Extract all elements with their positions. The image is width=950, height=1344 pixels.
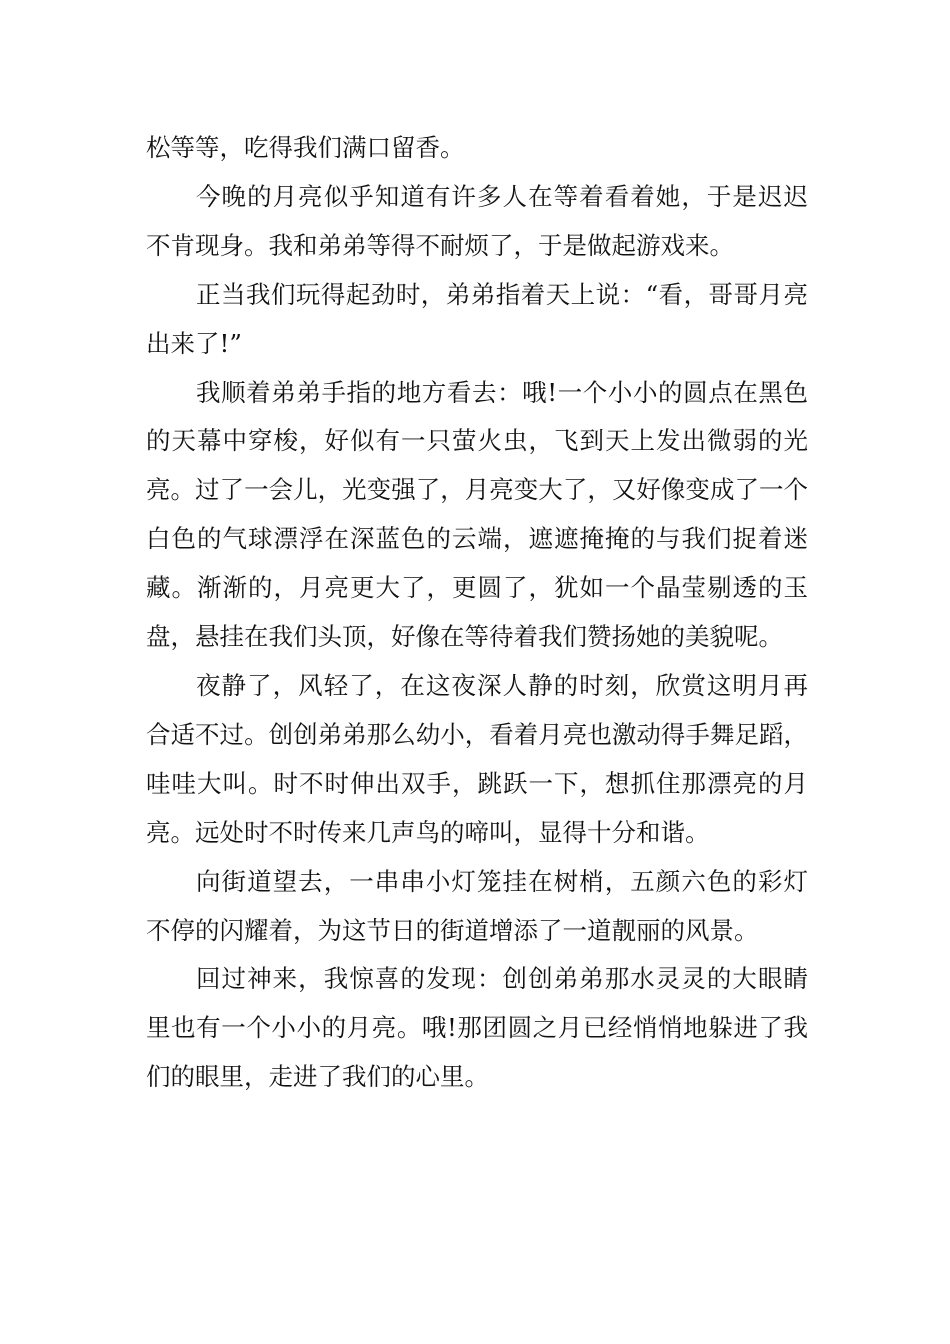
paragraph-2: 今晚的月亮似乎知道有许多人在等着看着她，于是迟迟不肯现身。我和弟弟等得不耐烦了，于是做起游戏来。 [146,181,808,260]
paragraph-1: 松等等，吃得我们满口留香。 [146,133,465,162]
document-body [146,124,808,1102]
paragraph-7: 回过神来，我惊喜的发现：创创弟弟那水灵灵的大眼睛里也有一个小小的月亮。哦!那团圆之月已经悄悄地躲进了我们的眼里，走进了我们的心里。 [146,964,808,1092]
paragraph-4: 我顺着弟弟手指的地方看去：哦!一个小小的圆点在黑色的天幕中穿梭，好似有一只萤火虫，飞到天上发出微弱的光亮。过了一会儿，光变强了，月亮变大了，又好像变成了一个白色的气球漂浮在深蓝色的云端，遮遮掩掩的与我们捉着迷藏。渐渐的，月亮更大了，更圆了，犹如一个晶莹剔透的玉盘，悬挂在我们头顶，好像在等待着我们赞扬她的美貌呢。 [146,377,808,652]
paragraph-6: 向街道望去，一串串小灯笼挂在树梢，五颜六色的彩灯不停的闪耀着，为这节日的街道增添了一道靓丽的风景。 [146,866,808,945]
paragraph-3: 正当我们玩得起劲时，弟弟指着天上说：“看，哥哥月亮出来了!” [146,279,808,358]
paragraph-5: 夜静了，风轻了，在这夜深人静的时刻，欣赏这明月再合适不过。创创弟弟那么幼小，看着月亮也激动得手舞足蹈，哇哇大叫。时不时伸出双手，跳跃一下，想抓住那漂亮的月亮。远处时不时传来几声鸟的啼叫，显得十分和谐。 [146,670,808,847]
